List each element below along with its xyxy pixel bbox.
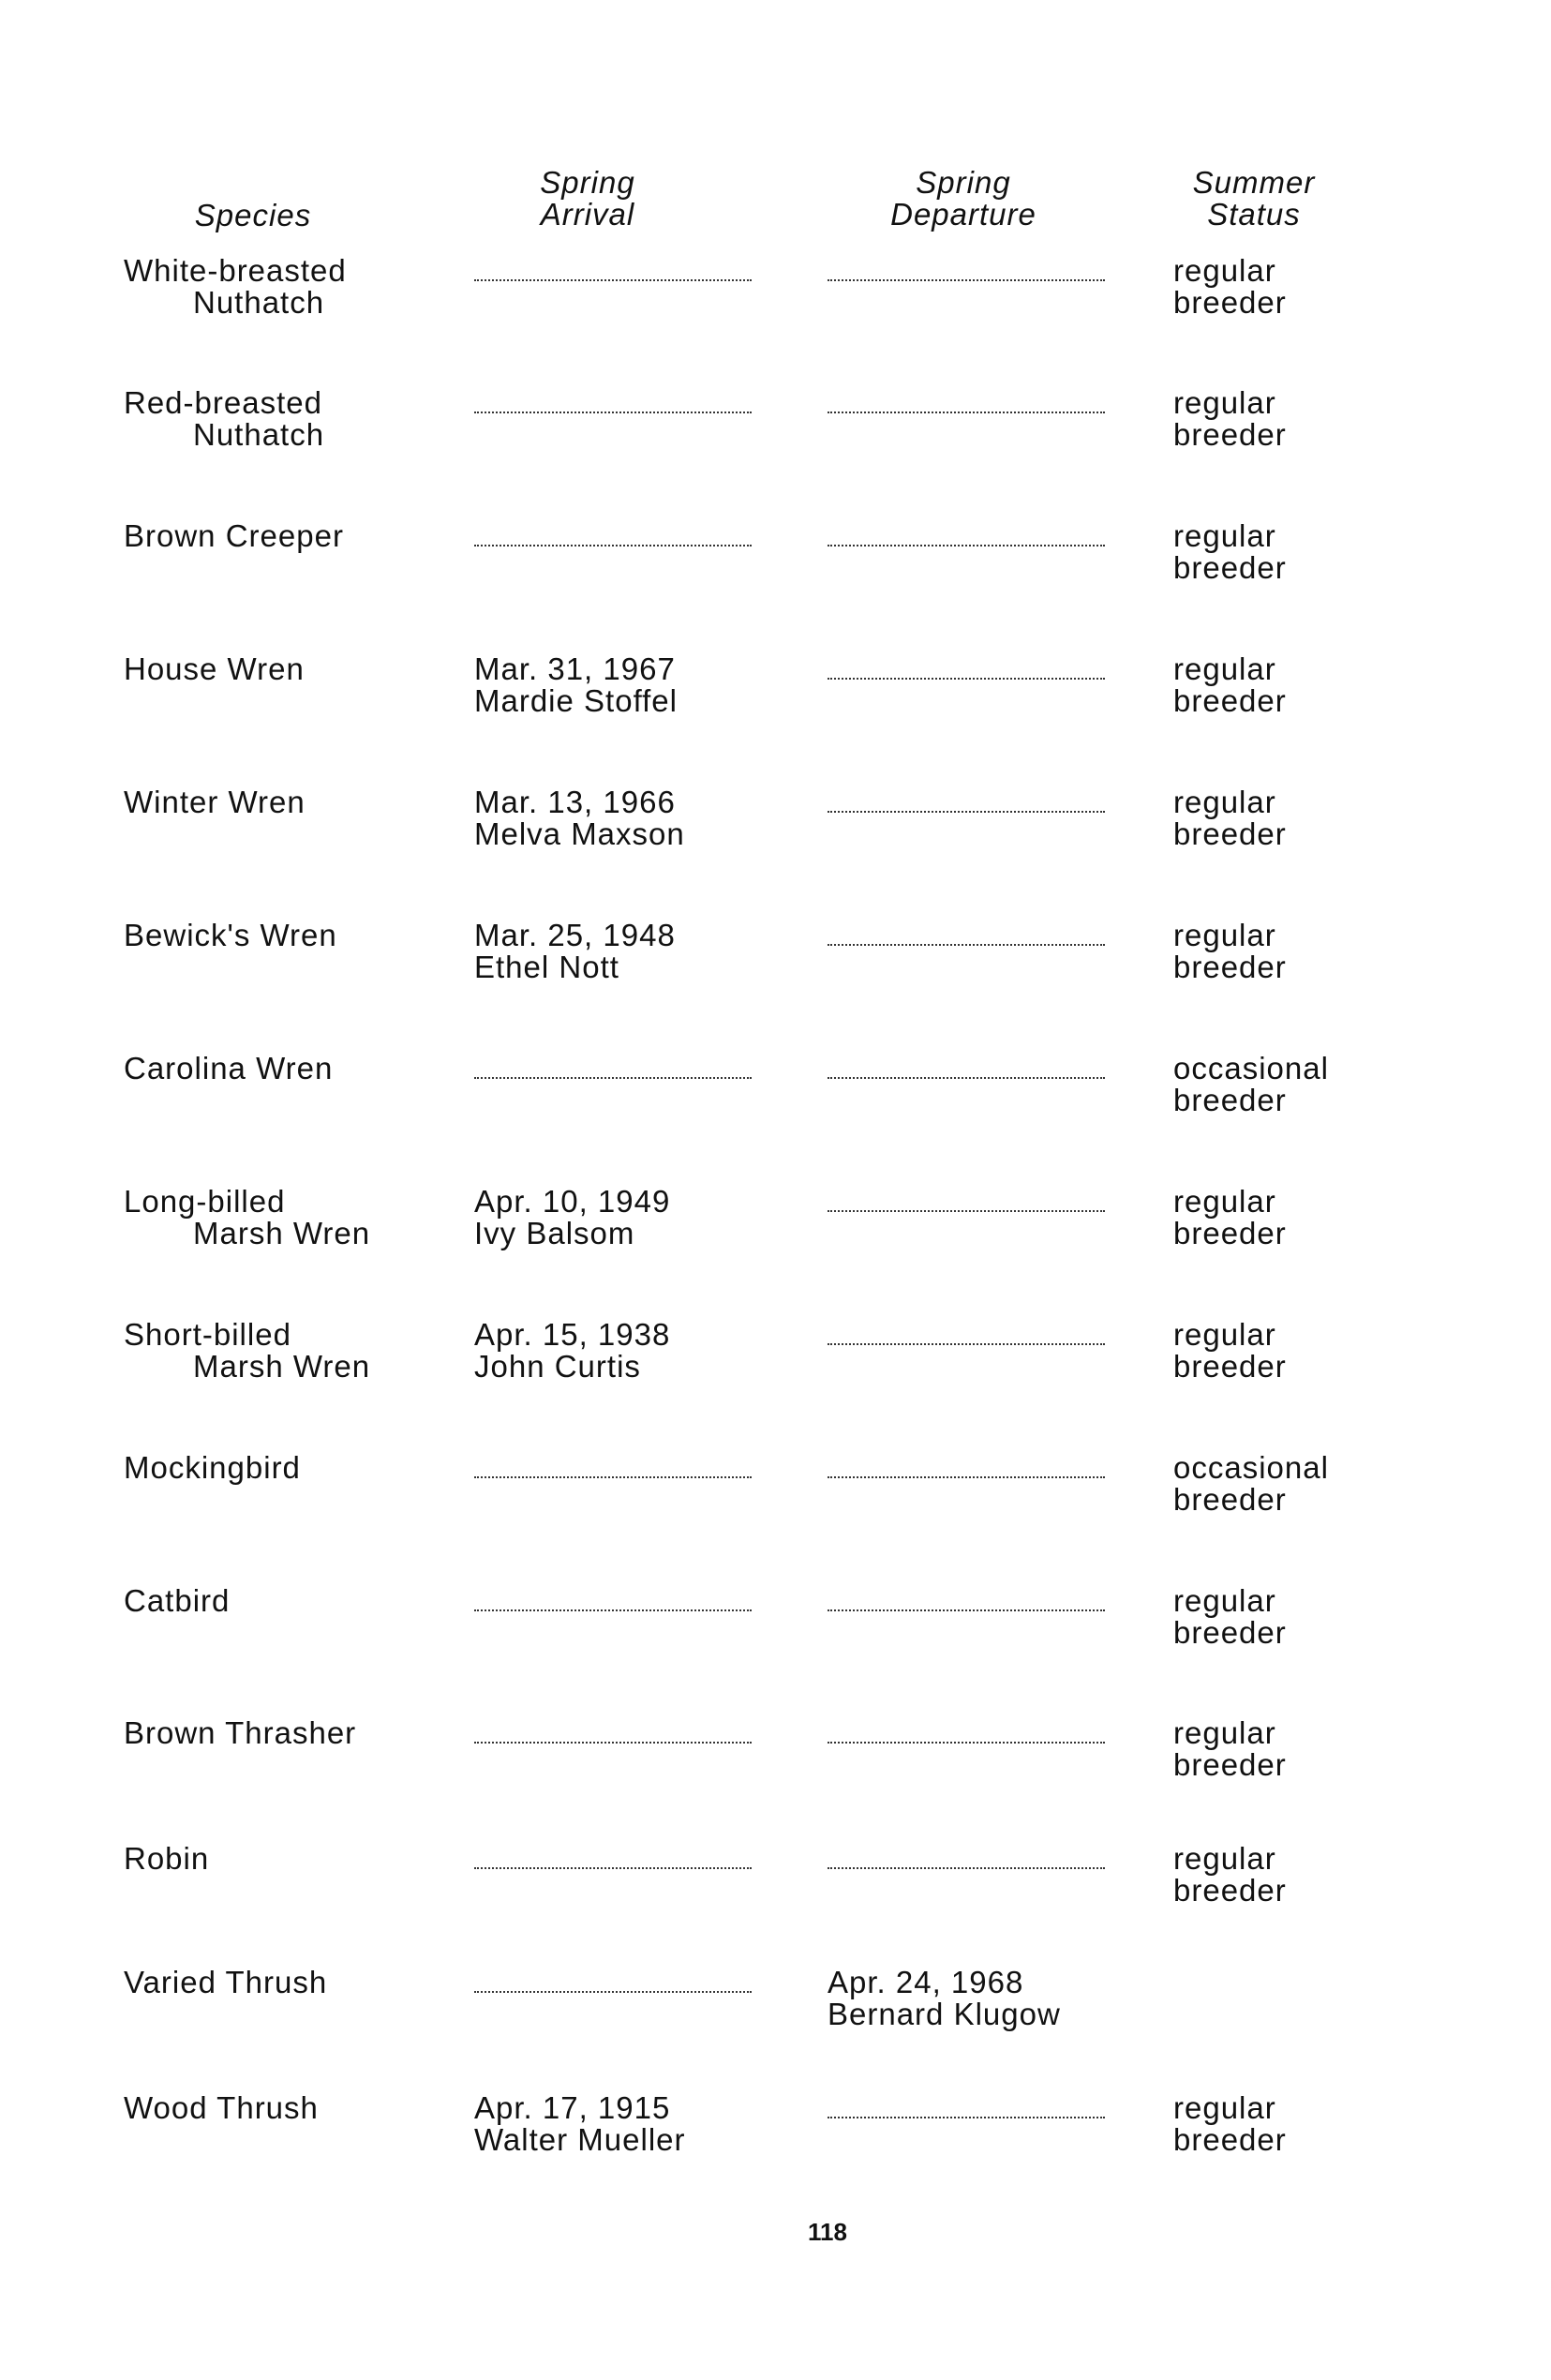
- header-line: Status: [1207, 197, 1301, 232]
- dotted-leader: [474, 412, 752, 413]
- arrival-cell: [474, 1585, 752, 1611]
- species-cell: [124, 1585, 230, 1617]
- departure-cell: [828, 1843, 1105, 1869]
- status-line: breeder: [1173, 1747, 1287, 1782]
- table-row: [0, 1186, 1551, 1270]
- header-summer-status: [1160, 167, 1348, 231]
- species-line: Nuthatch: [193, 417, 325, 452]
- species-line: Nuthatch: [193, 285, 325, 320]
- arrival-cell: [474, 920, 676, 983]
- dotted-leader: [828, 1476, 1105, 1478]
- table-row: [0, 653, 1551, 738]
- arrival-cell: [474, 1319, 670, 1383]
- header-species: [159, 200, 347, 232]
- header-species-line: Species: [194, 198, 312, 232]
- species-line: Short-billed: [124, 1317, 291, 1352]
- header-line: Spring: [540, 165, 635, 200]
- status-line: breeder: [1173, 550, 1287, 585]
- arrival-cell: [474, 1843, 752, 1869]
- species-cell: [124, 1843, 209, 1875]
- dotted-leader: [828, 811, 1105, 813]
- status-line: regular: [1173, 518, 1276, 553]
- status-line: regular: [1173, 1583, 1276, 1618]
- arrival-cell: [474, 1452, 752, 1478]
- species-line: Winter Wren: [124, 785, 306, 819]
- arrival-line: Melva Maxson: [474, 816, 685, 851]
- header-line: Arrival: [540, 197, 635, 232]
- arrival-cell: [474, 520, 752, 546]
- status-line: breeder: [1173, 417, 1287, 452]
- species-cell: [124, 920, 337, 951]
- status-cell: [1173, 786, 1287, 850]
- table-row: [0, 1452, 1551, 1536]
- header-spring-arrival: [494, 167, 681, 231]
- table-row: [0, 786, 1551, 871]
- status-line: breeder: [1173, 2122, 1287, 2157]
- status-cell: [1173, 1843, 1287, 1907]
- table-row: [0, 2092, 1551, 2177]
- table-row: [0, 1843, 1551, 1927]
- status-line: breeder: [1173, 1083, 1287, 1117]
- departure-cell: [828, 387, 1105, 413]
- departure-cell: [828, 1053, 1105, 1079]
- arrival-line: Mardie Stoffel: [474, 683, 678, 718]
- header-line: Spring: [916, 165, 1011, 200]
- species-cell: [124, 1319, 370, 1383]
- status-cell: [1173, 1452, 1329, 1516]
- species-line: Bewick's Wren: [124, 918, 337, 952]
- departure-cell: [828, 653, 1105, 680]
- status-cell: [1173, 1186, 1287, 1250]
- status-line: regular: [1173, 1715, 1276, 1750]
- arrival-line: Walter Mueller: [474, 2122, 686, 2157]
- arrival-line: Apr. 10, 1949: [474, 1184, 671, 1219]
- status-line: breeder: [1173, 285, 1287, 320]
- header-line: Departure: [890, 197, 1036, 232]
- species-cell: [124, 2092, 319, 2124]
- dotted-leader: [828, 1077, 1105, 1079]
- status-cell: [1173, 1585, 1287, 1649]
- arrival-cell: [474, 1186, 670, 1250]
- table-row: [0, 1585, 1551, 1669]
- species-line: Red-breasted: [124, 385, 322, 420]
- dotted-leader: [828, 1210, 1105, 1212]
- species-line: Brown Creeper: [124, 518, 344, 553]
- status-cell: [1173, 1319, 1287, 1383]
- species-line: White-breasted: [124, 253, 347, 288]
- table-row: [0, 1053, 1551, 1137]
- header-spring-departure: [846, 167, 1081, 231]
- departure-cell: [828, 786, 1105, 813]
- arrival-cell: [474, 387, 752, 413]
- departure-cell: [828, 255, 1105, 281]
- departure-cell: [828, 920, 1105, 946]
- species-cell: [124, 255, 347, 319]
- dotted-leader: [828, 412, 1105, 413]
- arrival-cell: [474, 1053, 752, 1079]
- departure-cell: [828, 1717, 1105, 1744]
- table-row: [0, 520, 1551, 605]
- arrival-line: Apr. 17, 1915: [474, 2090, 671, 2125]
- species-cell: [124, 786, 306, 818]
- departure-cell: [828, 520, 1105, 546]
- status-line: breeder: [1173, 816, 1287, 851]
- dotted-leader: [828, 1867, 1105, 1869]
- departure-line: Apr. 24, 1968: [828, 1965, 1024, 1999]
- status-line: regular: [1173, 1317, 1276, 1352]
- departure-cell: [828, 1585, 1105, 1611]
- status-line: regular: [1173, 785, 1276, 819]
- dotted-leader: [828, 279, 1105, 281]
- arrival-line: Mar. 13, 1966: [474, 785, 676, 819]
- arrival-line: Mar. 31, 1967: [474, 651, 676, 686]
- status-line: regular: [1173, 253, 1276, 288]
- status-line: breeder: [1173, 683, 1287, 718]
- dotted-leader: [828, 944, 1105, 946]
- dotted-leader: [828, 1742, 1105, 1744]
- dotted-leader: [828, 1609, 1105, 1611]
- species-line: Marsh Wren: [193, 1349, 371, 1384]
- status-cell: [1173, 1717, 1287, 1781]
- dotted-leader: [474, 1476, 752, 1478]
- status-line: breeder: [1173, 1349, 1287, 1384]
- departure-cell: [828, 1967, 1061, 2030]
- arrival-line: John Curtis: [474, 1349, 641, 1384]
- dotted-leader: [828, 545, 1105, 546]
- arrival-cell: [474, 653, 678, 717]
- status-line: regular: [1173, 1841, 1276, 1876]
- status-line: regular: [1173, 385, 1276, 420]
- species-line: Brown Thrasher: [124, 1715, 357, 1750]
- species-line: Mockingbird: [124, 1450, 301, 1485]
- dotted-leader: [474, 1742, 752, 1744]
- table-row: [0, 1319, 1551, 1403]
- arrival-line: Ethel Nott: [474, 950, 619, 984]
- arrival-cell: [474, 2092, 686, 2156]
- status-line: regular: [1173, 1184, 1276, 1219]
- dotted-leader: [474, 545, 752, 546]
- species-cell: [124, 1186, 370, 1250]
- status-cell: [1173, 1053, 1329, 1116]
- arrival-line: Apr. 15, 1938: [474, 1317, 671, 1352]
- status-line: breeder: [1173, 1482, 1287, 1517]
- status-line: regular: [1173, 918, 1276, 952]
- table-row: [0, 387, 1551, 472]
- status-cell: [1173, 520, 1287, 584]
- departure-cell: [828, 1186, 1105, 1212]
- header-line: Summer: [1192, 165, 1316, 200]
- table-row: [0, 920, 1551, 1004]
- table-row: [0, 255, 1551, 339]
- departure-cell: [828, 1319, 1105, 1345]
- status-cell: [1173, 387, 1287, 451]
- arrival-cell: [474, 1717, 752, 1744]
- arrival-cell: [474, 786, 685, 850]
- arrival-cell: [474, 1967, 752, 1993]
- departure-cell: [828, 2092, 1105, 2118]
- species-line: Varied Thrush: [124, 1965, 328, 1999]
- status-line: regular: [1173, 2090, 1276, 2125]
- departure-line: Bernard Klugow: [828, 1997, 1061, 2031]
- status-line: occasional: [1173, 1450, 1329, 1485]
- status-line: breeder: [1173, 1873, 1287, 1908]
- dotted-leader: [828, 1343, 1105, 1345]
- species-line: Catbird: [124, 1583, 231, 1618]
- status-line: occasional: [1173, 1051, 1329, 1085]
- dotted-leader: [474, 1867, 752, 1869]
- species-line: Long-billed: [124, 1184, 286, 1219]
- arrival-line: Ivy Balsom: [474, 1216, 635, 1250]
- table-row: [0, 1717, 1551, 1802]
- status-cell: [1173, 255, 1287, 319]
- species-line: Marsh Wren: [193, 1216, 371, 1250]
- table-row: [0, 1967, 1551, 2051]
- dotted-leader: [474, 1609, 752, 1611]
- species-cell: [124, 1967, 327, 1998]
- dotted-leader: [828, 2117, 1105, 2118]
- arrival-cell: [474, 255, 752, 281]
- departure-cell: [828, 1452, 1105, 1478]
- species-line: Wood Thrush: [124, 2090, 319, 2125]
- status-cell: [1173, 653, 1287, 717]
- species-line: Carolina Wren: [124, 1051, 334, 1085]
- arrival-line: Mar. 25, 1948: [474, 918, 676, 952]
- species-cell: [124, 653, 305, 685]
- species-cell: [124, 1452, 301, 1484]
- status-line: breeder: [1173, 1216, 1287, 1250]
- species-line: Robin: [124, 1841, 210, 1876]
- status-cell: [1173, 920, 1287, 983]
- status-line: regular: [1173, 651, 1276, 686]
- status-line: breeder: [1173, 950, 1287, 984]
- page-number: 118: [808, 2218, 847, 2246]
- status-line: breeder: [1173, 1615, 1287, 1650]
- species-line: House Wren: [124, 651, 305, 686]
- dotted-leader: [474, 1077, 752, 1079]
- species-cell: [124, 1717, 356, 1749]
- species-cell: [124, 1053, 333, 1085]
- species-cell: [124, 387, 324, 451]
- species-cell: [124, 520, 344, 552]
- dotted-leader: [474, 1991, 752, 1993]
- status-cell: [1173, 2092, 1287, 2156]
- dotted-leader: [474, 279, 752, 281]
- dotted-leader: [828, 678, 1105, 680]
